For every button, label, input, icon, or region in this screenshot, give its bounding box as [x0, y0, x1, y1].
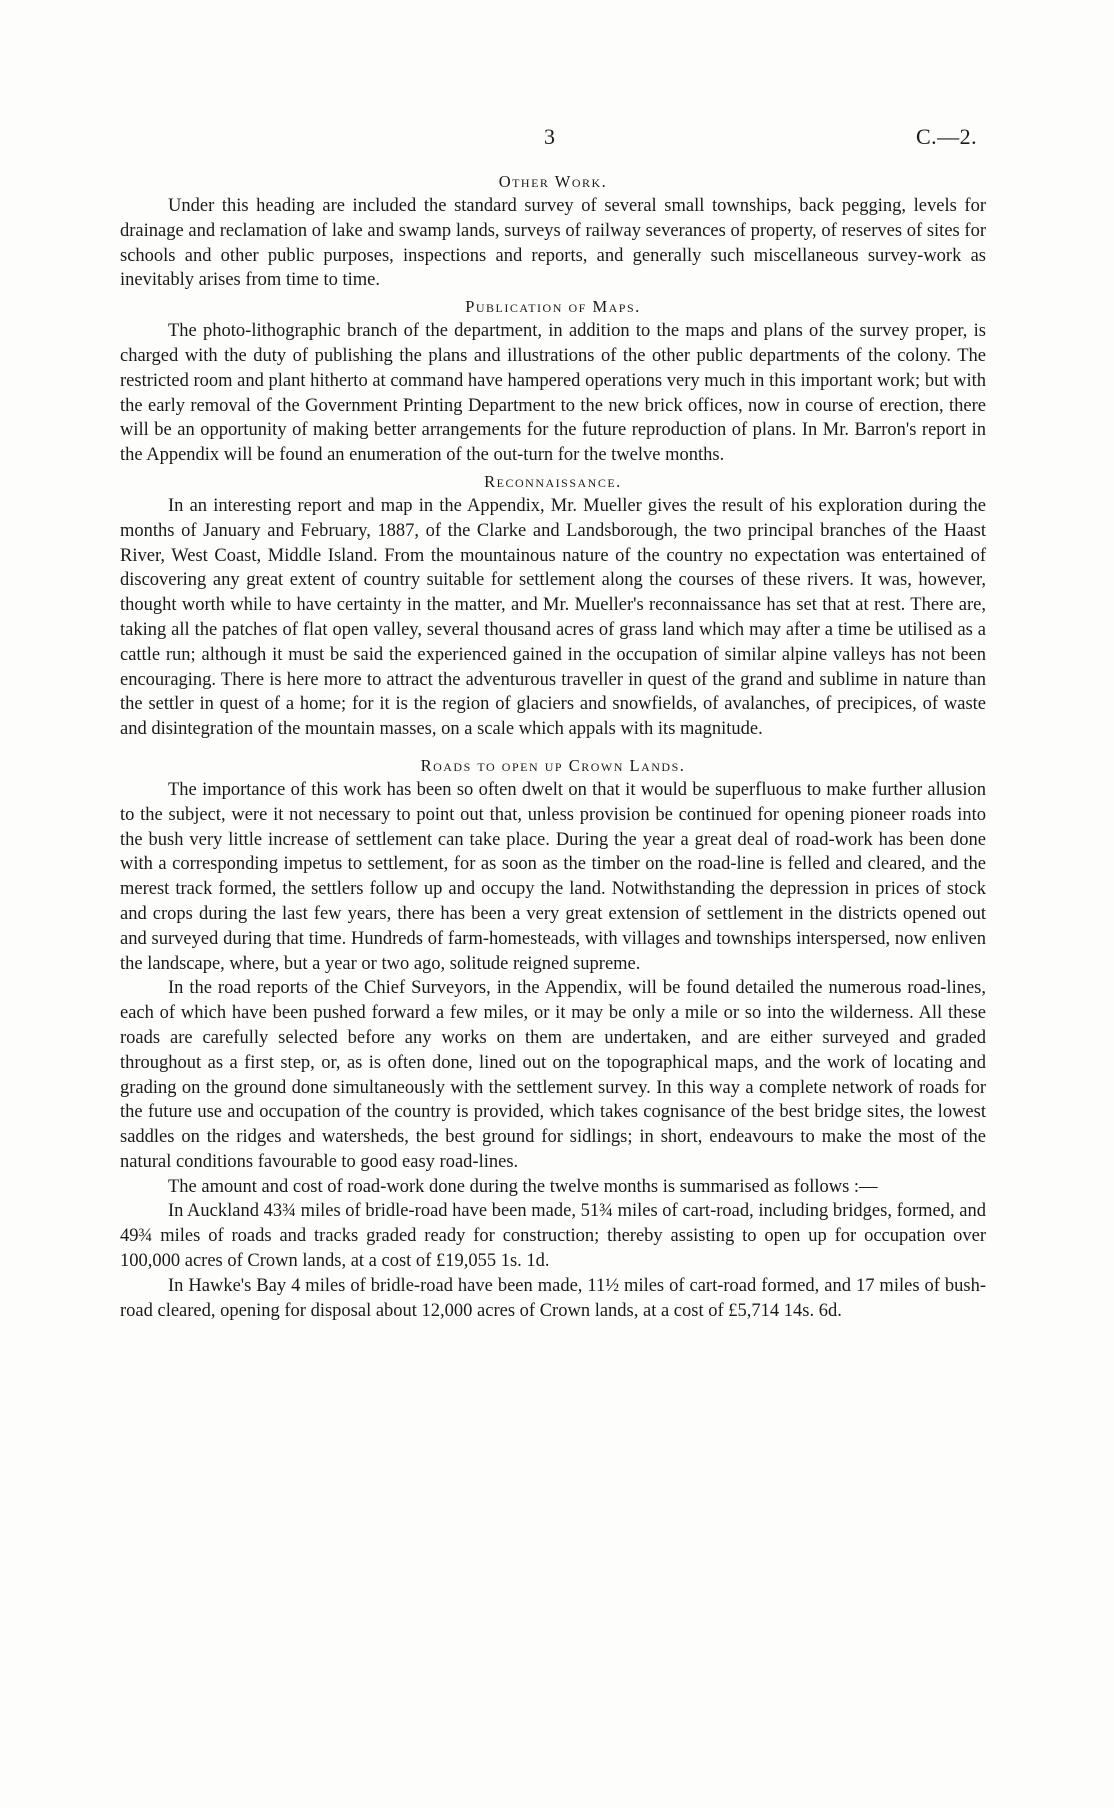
paragraph-publication-of-maps: The photo-lithographic branch of the department, in addition to the maps and plans of the survey proper, is charged with the duty of publishing the plans and illustrations of the other public departments of the colony. The restricted room and plant hitherto at command have hampered operations very much in this important work; but with the early removal of the Government Printing Department to the new brick offices, now in course of erection, there will be an opportunity of making better arrangements for the future reproduction of plans. In Mr. Barron's report in the Appendix will be found an enumeration of the out-turn for the twelve months. [120, 321, 986, 466]
paragraph-roads-auckland: In Auckland 43¾ miles of bridle-road have been made, 51¾ miles of cart-road, including bridges, formed, and 49¾ miles of roads and tracks graded ready for construction; thereby assisting to open up for occupation over 100,000 acres of Crown lands, at a cost of £19,055 1s. 1d. [120, 1201, 986, 1272]
paragraph-other-work: Under this heading are included the standard survey of several small townships, back pegging, levels for drainage and reclamation of lake and swamp lands, surveys of railway severances of property, of reserves of sites for schools and other public purposes, inspections and reports, and generally such miscellaneous survey-work as inevitably arises from time to time. [120, 196, 986, 291]
page-header [0, 124, 1114, 156]
page-body [120, 170, 986, 1323]
section-heading-publication-of-maps: Publication of Maps. [465, 297, 641, 317]
paragraph-reconnaissance: In an interesting report and map in the Appendix, Mr. Mueller gives the result of his exploration during the months of January and February, 1887, of the Clarke and Landsborough, the two principal branches of the Haast River, West Coast, Middle Island. From the mountainous nature of the country no expectation was entertained of discovering any great extent of country suitable for settlement along the courses of these rivers. It was, however, thought worth while to have certainty in the matter, and Mr. Mueller's reconnaissance has set that at rest. There are, taking all the patches of flat open valley, several thousand acres of grass land which may after a time be utilised as a cattle run; although it must be said the experienced gained in the occupation of similar alpine valleys has not been encouraging. There is here more to attract the adventurous traveller in quest of the grand and sublime in nature than the settler in quest of a home; for it is the region of glaciers and snowfields, of avalanches, of precipices, of waste and disintegration of the mountain masses, on a scale which appals with its magnitude. [120, 495, 986, 740]
paragraph-roads-1: The importance of this work has been so often dwelt on that it would be superfluous to make further allusion to the subject, were it not necessary to point out that, unless provision be continued for opening pioneer roads into the bush very little increase of settlement can take place. During the year a great deal of road-work has been done with a corresponding impetus to settlement, for as soon as the timber on the road-line is felled and cleared, and the merest track formed, the settlers follow up and occupy the land. Notwithstanding the depression in prices of stock and crops during the last few years, there has been a very great extension of settlement in the districts opened out and surveyed during that time. Hundreds of farm-homesteads, with villages and townships interspersed, now enliven the landscape, where, but a year or two ago, solitude reigned supreme. [120, 779, 986, 974]
page-number: 3 [544, 124, 555, 149]
section-heading-other-work: Other Work. [498, 172, 608, 191]
page-reference: C.—2. [916, 124, 978, 149]
paragraph-roads-hawkes-bay: In Hawke's Bay 4 miles of bridle-road have been made, 11½ miles of cart-road formed, and 17 miles of bush-road cleared, opening for disposal about 12,000 acres of Crown lands, at a cost of £5,714 14s. 6d. [120, 1275, 986, 1321]
paragraph-roads-3: The amount and cost of road-work done during the twelve months is summarised as follows :— [168, 1176, 878, 1197]
section-heading-reconnaissance: Reconnaissance. [484, 471, 622, 491]
paragraph-roads-2: In the road reports of the Chief Surveyors, in the Appendix, will be found detailed the numerous road-lines, each of which have been pushed forward a few miles, or it may be only a mile or so into the wilderness. All these roads are carefully selected before any works on them are undertaken, and are either surveyed and graded throughout as a first step, or, as is often done, lined out on the topographical maps, and the work of locating and grading on the ground done simultaneously with the settlement survey. In this way a complete network of roads for the future use and occupation of the country is provided, which takes cognisance of the best bridge sites, the lowest saddles on the ridges and watersheds, the best ground for sidlings; in short, endeavours to make the most of the natural conditions favourable to good easy road-lines. [120, 978, 986, 1172]
section-heading-roads: Roads to open up Crown Lands. [420, 755, 686, 775]
